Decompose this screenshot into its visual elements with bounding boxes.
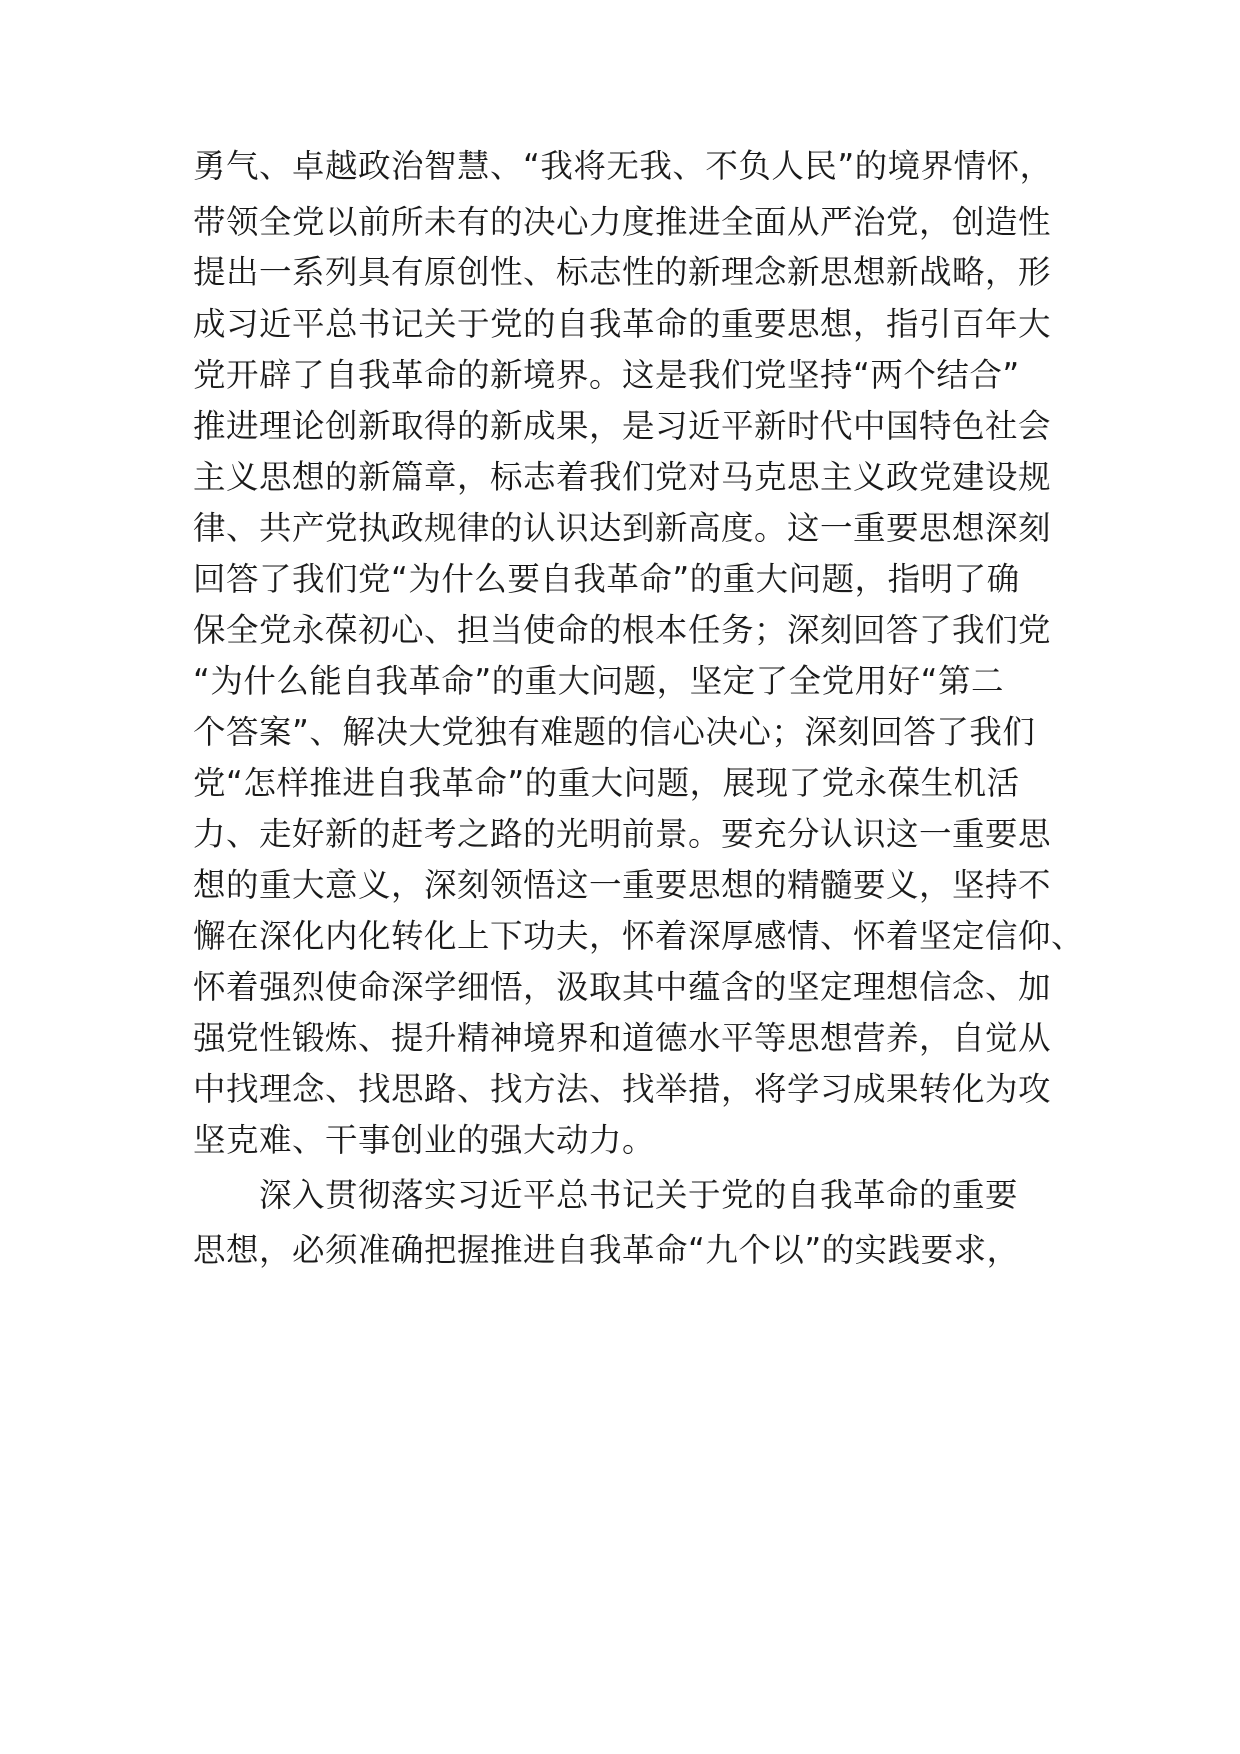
- text-line: 想的重大意义，深刻领悟这一重要思想的精髓要义，坚持不: [193, 866, 1052, 904]
- text-line: 勇气、卓越政治智慧、“我将无我、不负人民”的境界情怀，: [193, 147, 1053, 185]
- text-line: 怀着强烈使命深学细悟，汲取其中蕴含的坚定理想信念、加: [193, 968, 1052, 1006]
- text-line: 中找理念、找思路、找方法、找举措，将学习成果转化为攻: [193, 1070, 1052, 1108]
- text-line: 推进理论创新取得的新成果，是习近平新时代中国特色社会: [193, 407, 1052, 445]
- text-line: 带领全党以前所未有的决心力度推进全面从严治党，创造性: [193, 203, 1052, 241]
- text-line: 力、走好新的赶考之路的光明前景。要充分认识这一重要思: [193, 815, 1052, 853]
- text-line: 党开辟了自我革命的新境界。这是我们党坚持“两个结合”: [193, 356, 1020, 394]
- text-line: 坚克难、干事创业的强大动力。: [193, 1121, 656, 1159]
- text-line: 回答了我们党“为什么要自我革命”的重大问题，指明了确: [193, 560, 1020, 598]
- text-line: “为什么能自我革命”的重大问题，坚定了全党用好“第二: [193, 662, 1005, 700]
- text-line: 深入贯彻落实习近平总书记关于党的自我革命的重要: [193, 1176, 1019, 1214]
- text-line: 成习近平总书记关于党的自我革命的重要思想，指引百年大: [193, 305, 1052, 343]
- text-line: 思想，必须准确把握推进自我革命“九个以”的实践要求，: [193, 1231, 1020, 1269]
- text-line: 提出一系列具有原创性、标志性的新理念新思想新战略，形: [193, 253, 1052, 291]
- text-line: 个答案”、解决大党独有难题的信心决心；深刻回答了我们: [193, 713, 1036, 751]
- text-line: 主义思想的新篇章，标志着我们党对马克思主义政党建设规: [193, 458, 1052, 496]
- text-line: 保全党永葆初心、担当使命的根本任务；深刻回答了我们党: [193, 611, 1052, 649]
- text-line: 党“怎样推进自我革命”的重大问题，展现了党永葆生机活: [193, 764, 1020, 802]
- text-line: 强党性锻炼、提升精神境界和道德水平等思想营养，自觉从: [193, 1019, 1052, 1057]
- text-line: 懈在深化内化转化上下功夫，怀着深厚感情、怀着坚定信仰、: [193, 917, 1085, 955]
- text-line: 律、共产党执政规律的认识达到新高度。这一重要思想深刻: [193, 509, 1052, 547]
